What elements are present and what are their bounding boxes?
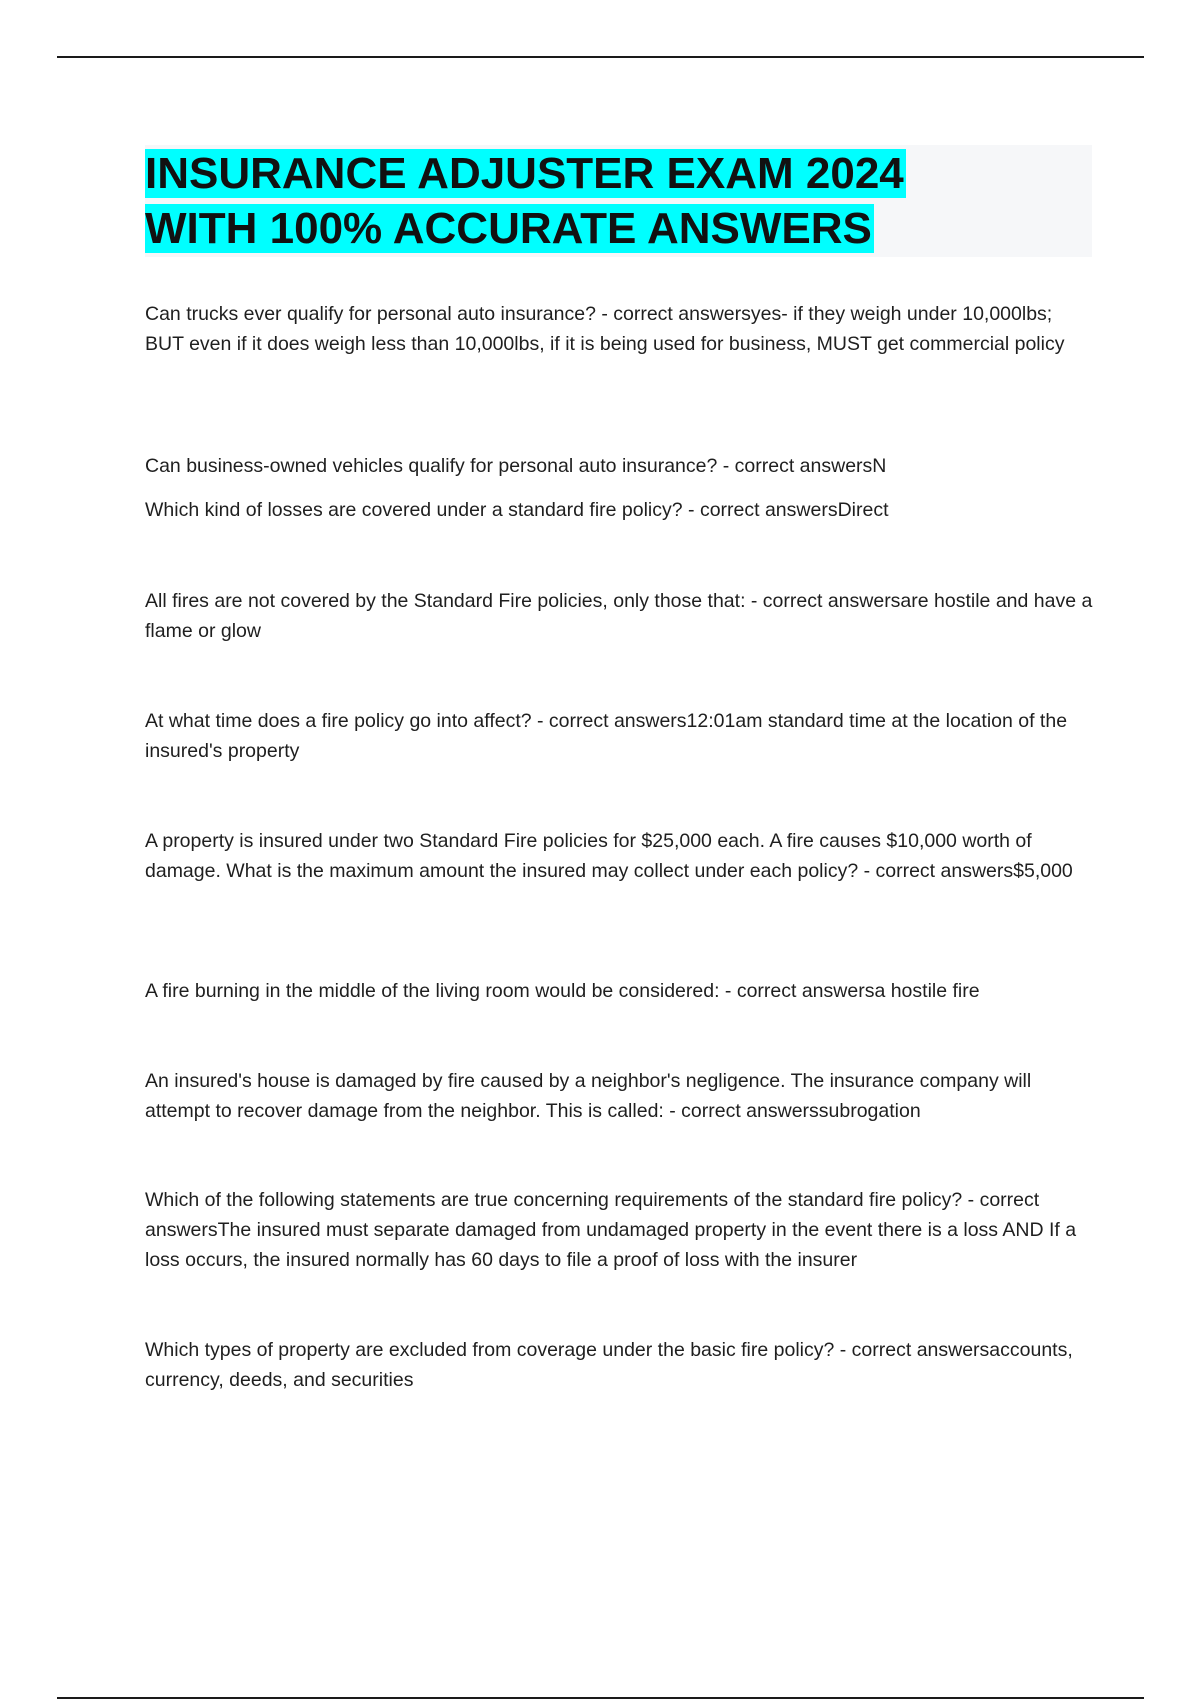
qa-entry: At what time does a fire policy go into affect? - correct answers12:01am standard time at the location of the insured's property: [145, 710, 1068, 762]
document-title: [145, 145, 1092, 257]
qa-entry: Can business-owned vehicles qualify for personal auto insurance? - correct answersN: [145, 455, 887, 477]
qa-entry: All fires are not covered by the Standard Fire policies, only those that: - correct answersare hostile and have a flame or glow: [145, 590, 1093, 642]
qa-entry: Which of the following statements are true concerning requirements of the standard fire policy? - correct answersThe insured must separate damaged from undamaged property in the event there is a loss AND If a loss occurs, the insured normally has 60 days to file a proof of loss with the insurer: [145, 1189, 1077, 1271]
top-rule: [57, 56, 1144, 58]
title-line-1-text: INSURANCE ADJUSTER EXAM 2024: [145, 149, 904, 198]
qa-entry: Which kind of losses are covered under a standard fire policy? - correct answersDirect: [145, 499, 889, 521]
qa-entry: A property is insured under two Standard Fire policies for $25,000 each. A fire causes $10,000 worth of damage. What is the maximum amount the insured may collect under each policy? - correct answers$5,000: [145, 830, 1073, 882]
title-line-1: [145, 147, 906, 201]
qa-entry: Which types of property are excluded from coverage under the basic fire policy? - correct answersaccounts, currency, deeds, and securities: [145, 1339, 1073, 1391]
title-line-2: [145, 202, 874, 256]
bottom-rule: [57, 1697, 1144, 1699]
title-line-2-text: WITH 100% ACCURATE ANSWERS: [145, 204, 872, 253]
qa-entry: An insured's house is damaged by fire caused by a neighbor's negligence. The insurance company will attempt to recover damage from the neighbor. This is called: - correct answerssubrogation: [145, 1070, 1032, 1122]
qa-entry: Can trucks ever qualify for personal auto insurance? - correct answersyes- if they weigh under 10,000lbs; BUT even if it does weigh less than 10,000lbs, if it is being used for business, MUST get commercial policy: [145, 303, 1065, 355]
qa-entry: A fire burning in the middle of the living room would be considered: - correct answersa hostile fire: [145, 980, 980, 1002]
